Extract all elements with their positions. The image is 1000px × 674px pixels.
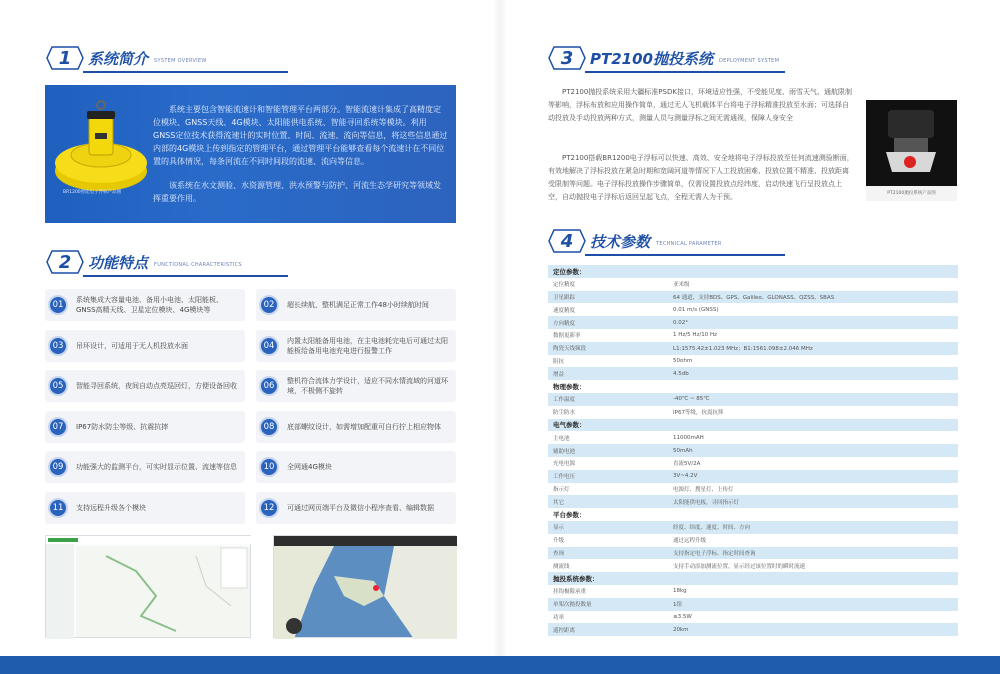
feature-text: 整机符合流体力学设计，适应不同水情流域的河道环境，不极侧不旋转 [287, 377, 448, 395]
spec-row [548, 457, 958, 470]
feature-item [45, 451, 245, 483]
spec-row [548, 303, 958, 316]
section-title: 系统简介 [88, 49, 149, 68]
spec-row [548, 598, 958, 611]
spec-key: 方向精度 [548, 316, 668, 329]
spec-key: 主电池 [548, 431, 668, 444]
spec-row [548, 585, 958, 598]
feature-item [45, 492, 245, 524]
spec-value: 通过远程升级 [668, 534, 958, 547]
spec-key: 工作温度 [548, 393, 668, 406]
feature-item [256, 411, 456, 443]
feature-item [256, 492, 456, 524]
spec-row [548, 367, 958, 380]
pt2100-paragraph-1: PT2100抛投系统采用大疆标准PSDK接口，环境适应性强，不受能见度、雨雪天气、通航限制等影响，浮标布放和应用操作简单，通过无人飞机载体平台将电子浮标精准投放至水面；可选择自动投放及手动投放两种方式，测量人员与测量浮标之间无需通视，保障人身安全 [548, 88, 852, 122]
buoy-image [53, 93, 153, 203]
feature-text: 系统集成大容量电池、备用小电池、太阳能板、GNSS高精天线、卫星定位模块、4G模块等 [76, 296, 223, 314]
feature-text: 内置太阳能备用电池，在主电池耗完电后可通过太阳能板给备用电池充电进行报警工作 [287, 336, 448, 355]
section-subtitle: FUNCTIONAL CHARACTERISTICS [154, 262, 242, 268]
spec-row [548, 470, 958, 483]
spec-row [548, 342, 958, 355]
spec-category-label: 电气参数： [548, 419, 958, 432]
spec-row [548, 559, 958, 572]
spec-category-label: 物理参数： [548, 380, 958, 393]
spec-value: 4.5db [668, 367, 958, 380]
spec-key: 陶瓷天线频段 [548, 342, 668, 355]
spec-category-label: 定位参数： [548, 265, 958, 278]
spec-value: 3V~4.2V [668, 470, 958, 483]
feature-text: 吊环设计，可适用于无人机投放水面 [76, 341, 188, 350]
divider [83, 275, 288, 277]
spec-row [548, 547, 958, 560]
section-title: 功能特点 [88, 253, 149, 272]
feature-text: IP67防水防尘等级、抗震抗摔 [76, 422, 169, 431]
spec-category-label: 抛投系统参数： [548, 572, 958, 585]
section-title: 技术参数 [590, 232, 651, 251]
feature-item [256, 451, 456, 483]
pt2100-product-image [866, 100, 957, 201]
section-subtitle: TECHNICAL PARAMETER [656, 241, 722, 247]
spec-value: IP67等级，抗震抗摔 [668, 406, 958, 419]
feature-text: 智能寻回系统，夜间自动点亮巡回灯，方便设备回收 [76, 382, 237, 390]
spec-row [548, 521, 958, 534]
section-subtitle: DEPLOYMENT SYSTEM [718, 58, 780, 64]
spec-row [548, 291, 958, 304]
intro-paragraph-2: 该系统在水文测验、水资源管理、洪水预警与防护、河流生态学研究等领域发挥重要作用。 [153, 181, 441, 203]
spec-row [548, 444, 958, 457]
feature-number: 10 [259, 457, 279, 477]
spec-key: 单架次抛投数量 [548, 598, 668, 611]
section-subtitle: SYSTEM OVERVIEW [154, 58, 207, 64]
feature-number: 09 [48, 457, 68, 477]
divider [83, 71, 288, 73]
feature-item [45, 370, 245, 402]
section-number-badge: 3 [548, 45, 586, 71]
spec-key: 挂钩极限承重 [548, 585, 668, 598]
spec-value: -40℃ ~ 85℃ [668, 393, 958, 406]
spec-row [548, 534, 958, 547]
feature-number: 11 [48, 498, 68, 518]
spec-category-row [548, 572, 958, 585]
intro-panel [45, 85, 456, 223]
feature-text: 全网通4G模块 [287, 463, 332, 471]
spec-value: 64 通道，支持BDS、GPS、Galileo、GLONASS、QZSS、SBAS [668, 291, 958, 304]
spec-key: 阻抗 [548, 355, 668, 368]
section-number-badge: 4 [548, 228, 586, 254]
feature-text: 功能强大的监测平台，可实时显示位置、流速等信息 [76, 463, 237, 471]
spec-row [548, 278, 958, 291]
section-1-heading [46, 45, 207, 71]
feature-text: 底部螺纹设计，如需增加配重可自行拧上相应物体 [287, 422, 441, 431]
spec-value: 20km [668, 623, 958, 636]
spec-key: 其它 [548, 495, 668, 508]
feature-item [45, 411, 245, 443]
spec-key: 增益 [548, 367, 668, 380]
spec-value: 经度、纬度、速度、时间、方向 [668, 521, 958, 534]
spec-value: 18kg [668, 585, 958, 598]
spec-category-row [548, 265, 958, 278]
spec-category-row [548, 419, 958, 432]
pt2100-paragraph-2: PT2100搭载BR1200电子浮标可以快速、高效、安全地将电子浮标投放至任何流速测验断面，有效地解决了浮标投放在紧急时期和宽阔河道等情况下人工投放困难、投放位置不精准、投放距离受限制等问题。电子浮标投放操作步骤简单，仅需设置投放点经纬度，启动快速飞行呈投放点上空，自动抛投电子浮标后返回呈起飞点，全程无需人为干预。 [548, 154, 854, 201]
platform-map-screenshot [45, 535, 251, 638]
spec-value: 11000mAH [668, 431, 958, 444]
section-2-heading [46, 249, 242, 275]
spec-value: L1:1575.42±1.023 MHz；B1:1561.098±2.046 MHz [668, 342, 958, 355]
spec-key: 速度精度 [548, 303, 668, 316]
feature-item [256, 370, 456, 402]
spec-value: 50mAh [668, 444, 958, 457]
feature-number: 03 [48, 336, 68, 356]
feature-number: 04 [259, 336, 279, 356]
spec-key: 查询 [548, 547, 668, 560]
feature-text: 支持远程升级各个模块 [76, 503, 146, 512]
spec-value: 支持指定电子浮标、指定时间查询 [668, 547, 958, 560]
spec-value: 0.01 m/s (GNSS) [668, 303, 958, 316]
feature-item [45, 330, 245, 362]
spec-key: 充电电源 [548, 457, 668, 470]
spec-value: 1组 [668, 598, 958, 611]
spec-row [548, 406, 958, 419]
feature-number: 02 [259, 295, 279, 315]
feature-item [256, 330, 456, 362]
section-4-heading [548, 228, 722, 254]
spec-category-row [548, 508, 958, 521]
spec-value: ≤3.5W [668, 611, 958, 624]
feature-number: 08 [259, 417, 279, 437]
spec-value: 直流5V/2A [668, 457, 958, 470]
feature-number: 12 [259, 498, 279, 518]
mobile-map-screenshot [273, 535, 456, 638]
spec-value: 亚米级 [668, 278, 958, 291]
spec-key: 指示灯 [548, 483, 668, 496]
spec-row [548, 431, 958, 444]
pt2100-caption: PT2100抛投系统产品图 [887, 191, 936, 196]
spec-value: 1 Hz/5 Hz/10 Hz [668, 329, 958, 342]
feature-number: 06 [259, 376, 279, 396]
divider [585, 71, 785, 73]
section-number-badge: 2 [46, 249, 84, 275]
spec-category-row [548, 380, 958, 393]
spec-row [548, 393, 958, 406]
feature-number: 01 [48, 295, 68, 315]
intro-paragraph-1: 系统主要包含智能流速计和智能管理平台两部分。智能流速计集成了高精度定位模块、GNSS天线、4G模块、太阳能供电系统、智能寻回系统等模块。利用GNSS定位技术获得流速计的实时位置、时间、流速、流向等信息，将这些信息通过内部的4G模块上传到指定的管理平台，通过管理平台能够查看每个流速计在不同位置的具体情况，每条河流在不同时间段的流速、流向等信息。 [153, 105, 448, 166]
spec-key: 辅助电池 [548, 444, 668, 457]
spec-key: 卫星跟踪 [548, 291, 668, 304]
spec-key: 升级 [548, 534, 668, 547]
section-3-heading [548, 45, 779, 71]
feature-item [256, 289, 456, 321]
spec-key: 显示 [548, 521, 668, 534]
spec-row [548, 316, 958, 329]
spec-value: 电源灯、搜星灯、上传灯 [668, 483, 958, 496]
spec-value: 太阳能供电板，寻回指示灯 [668, 495, 958, 508]
spec-value: 0.02° [668, 316, 958, 329]
spec-key: 功率 [548, 611, 668, 624]
spec-key: 测流线 [548, 559, 668, 572]
spec-value: 支持手动添加测流位置，显示经过该位置时的瞬时流速 [668, 559, 958, 572]
feature-item [45, 289, 245, 321]
spec-row [548, 611, 958, 624]
feature-text: 超长续航，整机满足正常工作48小时续航时间 [287, 301, 429, 309]
spec-key: 防尘防水 [548, 406, 668, 419]
feature-number: 07 [48, 417, 68, 437]
buoy-caption: BR1200智能电子浮标产品图 [63, 190, 122, 195]
feature-text: 可通过网页端平台及微信小程序查看、编辑数据 [287, 503, 434, 512]
divider [585, 254, 785, 256]
spec-key: 工作电压 [548, 470, 668, 483]
spec-category-label: 平台参数： [548, 508, 958, 521]
section-number-badge: 1 [46, 45, 84, 71]
spec-row [548, 495, 958, 508]
spec-value: 50ohm [668, 355, 958, 368]
spec-row [548, 329, 958, 342]
spec-key: 定位精度 [548, 278, 668, 291]
spec-row [548, 483, 958, 496]
feature-number: 05 [48, 376, 68, 396]
footer-bar [0, 656, 1000, 674]
spec-row [548, 355, 958, 368]
spec-key: 遥控距离 [548, 623, 668, 636]
spec-row [548, 623, 958, 636]
spec-table [548, 265, 958, 636]
section-title: PT2100抛投系统 [590, 49, 713, 68]
spec-key: 数据更新率 [548, 329, 668, 342]
page-fold [493, 0, 507, 656]
